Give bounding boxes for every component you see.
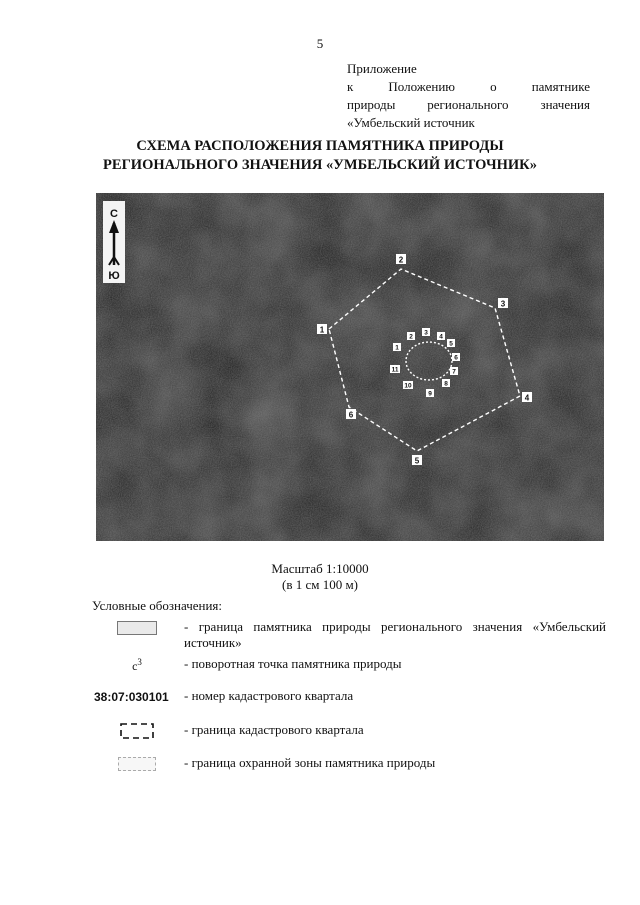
scale-ratio: Масштаб 1:10000 bbox=[271, 561, 369, 576]
appendix-line-2 bbox=[347, 78, 590, 96]
appendix-line-4: «Умбельский источник bbox=[347, 115, 475, 130]
inner-point-3 bbox=[422, 328, 430, 337]
outer-point-5 bbox=[412, 455, 422, 466]
inner-point-label: 6 bbox=[454, 354, 458, 362]
inner-point-label: 9 bbox=[428, 390, 432, 398]
legend-text: - номер кадастрового квартала bbox=[184, 688, 354, 703]
legend-text: - граница охранной зоны памятника природы bbox=[184, 755, 436, 770]
cadastral-number-sample: 38:07:030101 bbox=[94, 690, 169, 704]
inner-point-label: 10 bbox=[404, 382, 412, 390]
inner-point-label: 5 bbox=[449, 340, 453, 348]
appendix-word: памятнике bbox=[531, 79, 590, 94]
appendix-word: к bbox=[347, 79, 354, 94]
legend-text: - поворотная точка памятника природы bbox=[184, 656, 402, 671]
appendix-line-3 bbox=[347, 96, 590, 114]
legend-item-cadastral-number bbox=[90, 688, 606, 706]
terrain-grain bbox=[96, 193, 604, 541]
outer-point-label: 1 bbox=[319, 325, 325, 335]
inner-point-2 bbox=[407, 332, 415, 341]
document-title bbox=[0, 137, 640, 175]
legend-item-monument-boundary bbox=[90, 619, 606, 651]
legend-title: Условные обозначения: bbox=[92, 598, 223, 613]
appendix-word: природы bbox=[347, 97, 396, 112]
inner-point-6 bbox=[452, 353, 460, 362]
legend-text: - граница кадастрового квартала bbox=[184, 722, 364, 737]
inner-point-label: 1 bbox=[395, 344, 399, 352]
outer-point-label: 3 bbox=[500, 299, 506, 309]
inner-point-5 bbox=[447, 339, 455, 348]
title-line-1: СХЕМА РАСПОЛОЖЕНИЯ ПАМЯТНИКА ПРИРОДЫ bbox=[136, 138, 504, 154]
monument-boundary-symbol-icon bbox=[117, 621, 157, 635]
inner-point-8 bbox=[442, 379, 450, 388]
outer-point-label: 2 bbox=[398, 255, 404, 265]
inner-point-label: 11 bbox=[391, 366, 399, 374]
map-scale bbox=[0, 561, 640, 593]
inner-point-label: 4 bbox=[439, 333, 443, 341]
appendix-word: значения bbox=[540, 97, 590, 112]
inner-point-10 bbox=[403, 381, 413, 390]
inner-point-1 bbox=[393, 343, 401, 352]
title-line-2: РЕГИОНАЛЬНОГО ЗНАЧЕНИЯ «УМБЕЛЬСКИЙ ИСТОЧНИК» bbox=[103, 157, 537, 173]
inner-point-9 bbox=[426, 389, 434, 398]
scale-explanation: (в 1 см 100 м) bbox=[281, 577, 359, 592]
legend-item-cadastral-boundary bbox=[90, 722, 606, 740]
inner-point-label: 8 bbox=[444, 380, 448, 388]
inner-point-4 bbox=[437, 332, 445, 341]
outer-point-label: 6 bbox=[348, 410, 354, 420]
page-number: 5 bbox=[316, 36, 324, 51]
inner-point-label: 3 bbox=[424, 329, 428, 337]
outer-point-label: 5 bbox=[414, 456, 420, 466]
compass-north-label: С bbox=[110, 208, 118, 220]
appendix-word: регионального bbox=[427, 97, 509, 112]
inner-point-label: 2 bbox=[409, 333, 413, 341]
outer-point-6 bbox=[346, 409, 356, 420]
inner-point-label: 7 bbox=[452, 368, 456, 376]
outer-point-2 bbox=[396, 254, 406, 265]
appendix-header bbox=[347, 60, 590, 132]
inner-point-11 bbox=[390, 365, 400, 374]
legend-text: - граница памятника природы регионального значения «Умбельский источник» bbox=[184, 619, 606, 650]
turning-point-symbol: $с^3$ bbox=[132, 656, 142, 673]
map-svg bbox=[96, 193, 604, 541]
compass-rose bbox=[103, 201, 125, 283]
cadastral-boundary-symbol-icon bbox=[119, 722, 155, 740]
outer-point-3 bbox=[498, 298, 508, 309]
legend-item-protection-zone bbox=[90, 755, 606, 773]
compass-south-label: Ю bbox=[108, 270, 120, 282]
appendix-word: Положению bbox=[388, 79, 456, 94]
inner-point-7 bbox=[450, 367, 458, 376]
appendix-line-1: Приложение bbox=[347, 61, 417, 76]
outer-point-4 bbox=[522, 392, 532, 403]
legend-item-turning-point bbox=[90, 656, 606, 674]
appendix-word: о bbox=[490, 79, 497, 94]
outer-point-label: 4 bbox=[524, 393, 530, 403]
location-map bbox=[96, 193, 604, 541]
outer-point-1 bbox=[317, 324, 327, 335]
protection-zone-symbol-icon bbox=[118, 757, 156, 771]
